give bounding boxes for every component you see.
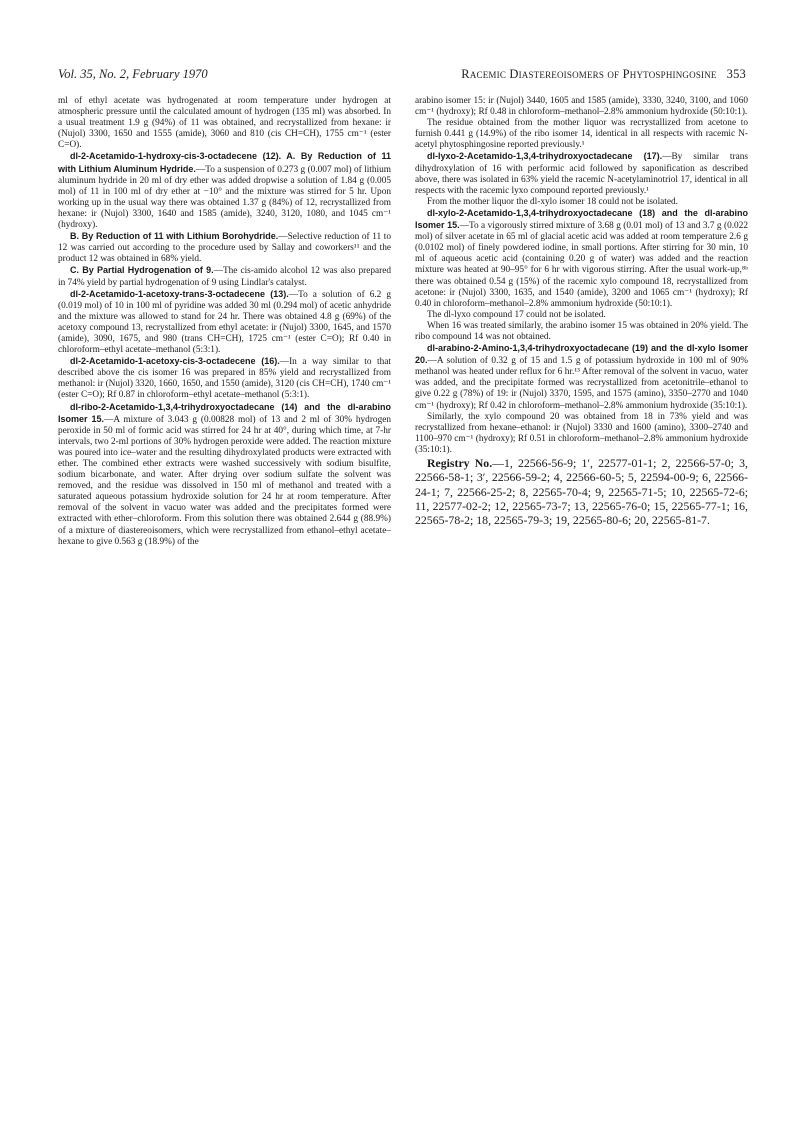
paragraph-text: —By similar trans dihydroxylation of 16 with performic acid followed by saponification as described above, there was isolated in 63% yield the racemic N-acetylaminotriol 17, identical in all respects with the racemic lyxo compound reported previously.¹: [415, 152, 748, 196]
paragraph: [58, 231, 391, 265]
page-number: 353: [726, 67, 746, 81]
paragraph-heading: dl-lyxo-2-Acetamido-1,3,4-trihydroxyoctadecane (17).: [427, 151, 663, 162]
left-column: [58, 96, 391, 548]
paragraph: [415, 343, 748, 412]
paragraph-heading: dl-arabino-2-Amino-1,3,4-trihydroxyoctadecane (19) and the dl-xylo Isomer 20.: [415, 343, 748, 366]
paragraph: [415, 118, 748, 151]
paragraph: [58, 289, 391, 357]
paragraph-text: The dl-lyxo compound 17 could not be isolated.: [427, 309, 606, 320]
paragraph-heading: dl-2-Acetamido-1-acetoxy-cis-3-octadecene (16).: [70, 356, 280, 367]
paragraph-text: Similarly, the xylo compound 20 was obtained from 18 in 73% yield and was recrystallized from hexane–ethanol: ir (Nujol) 3330 and 1600 (amino), 3300–2740 and 1100–970 cm⁻¹ (hydroxy); Rf 0.51 in chloroform–methanol–2.8% ammonium hydroxide (35:10:1).: [415, 411, 748, 455]
paragraph-text: arabino isomer 15: ir (Nujol) 3440, 1605 and 1585 (amide), 3330, 3240, 3100, and 1060 cm⁻¹ (hydroxy); Rf 0.48 in chloroform–methanol–2.8% ammonium hydroxide (50:10:1).: [415, 96, 748, 118]
paragraph-heading: dl-ribo-2-Acetamido-1,3,4-trihydroxyoctadecane (14) and the dl-arabino Isomer 15.: [58, 401, 391, 424]
paragraph: [415, 321, 748, 343]
paragraph: [58, 356, 391, 401]
paragraph-heading: dl-xylo-2-Acetamido-1,3,4-trihydroxyoctadecane (18) and the dl-arabino Isomer 15.: [415, 207, 748, 231]
paragraph-heading: dl-2-Acetamido-1-hydroxy-cis-3-octadecene (12). A. By Reduction of 11 with Lithium Aluminum Hydride.: [58, 151, 391, 174]
right-column: [415, 96, 748, 527]
paragraph: [58, 96, 391, 151]
running-head: [58, 67, 746, 85]
paragraph-text: ml of ethyl acetate was hydrogenated at room temperature under hydrogen at atmospheric pressure until the calculated amount of hydrogen (135 ml) was absorbed. In a usual treatment 1.9 g (94%) of 11 was obtained, and recrystallized from hexane: ir (Nujol) 3300, 1650 and 1555 (amide), 3060 and 810 (cis CH=CH), 1755 cm⁻¹ (ester C=O).: [58, 96, 391, 151]
paragraph-text: —A solution of 0.32 g of 15 and 1.5 g of potassium hydroxide in 100 ml of 90% methanol was heated under reflux for 6 hr.¹³ After removal of the solvent in vacuo, water was added, and the precipitate formed was recrystallized from acetonitrile–ethanol to give 0.22 g (78%) of 19: ir (Nujol) 3370, 1595, and 1575 (amino), 3350–2770 and 1040 cm⁻¹ (hydroxy); Rf 0.42 in chloroform–methanol–2.8% ammonium hydroxide (35:10:1).: [415, 356, 748, 411]
paragraph: [415, 197, 748, 208]
paragraph: [58, 402, 391, 548]
paragraph: [58, 151, 391, 231]
right-column-body: [415, 96, 748, 456]
paragraph-text: —To a suspension of 0.273 g (0.007 mol) of lithium aluminum hydride in 20 ml of dry ether was added dropwise a solution of 1.84 g (0.005 mol) of 11 in 100 ml of dry ether at −10° and the mixture was stirred for 5 hr. Upon working up in the usual way there was obtained 1.37 g (84%) of 12, recrystallized from hexane: ir (Nujol) 3300, 1640 and 1585 (amide), 3240, 3120, 1080, and 1045 cm⁻¹ (hydroxy).: [58, 164, 391, 231]
paragraph-text: —The cis-amido alcohol 12 was also prepared in 74% yield by partial hydrogenation of 9 using Lindlar's catalyst.: [58, 266, 392, 288]
paragraph-text: —To a solution of 6.2 g (0.019 mol) of 10 in 100 ml of pyridine was added 30 ml (0.294 mol) of acetic anhydride and the mixture was allowed to stand for 24 hr. There was obtained 4.8 g (69%) of the acetoxy compound 13, recrystallized from ethyl acetate: ir (Nujol) 3300, 1645, and 1570 (amide), 3090, 1675, and 980 (trans CH=CH), 1725 cm⁻¹ (ester C=O); Rf 0.40 in chloroform–ethyl acetate–methanol (5:3:1).: [58, 289, 392, 356]
paragraph-heading: dl-2-Acetamido-1-acetoxy-trans-3-octadecene (13).: [70, 288, 289, 299]
paragraph: [415, 310, 748, 321]
running-title-group: [461, 67, 746, 82]
paragraph: [415, 96, 748, 118]
registry-list: —1, 22566-56-9; 1′, 22577-01-1; 2, 22566-57-0; 3, 22566-58-1; 3′, 22566-59-2; 4, 22566-60-5; 5, 22594-00-9; 6, 22566-24-1; 7, 22566-25-2; 8, 22565-70-4; 9, 22565-71-5; 10, 22565-72-6; 11, 22577-02-2; 12, 22565-73-7; 13, 22565-76-0; 15, 22565-77-1; 16, 22565-78-2; 18, 22565-79-3; 19, 22565-80-6; 20, 22565-81-7.: [415, 456, 748, 528]
journal-issue: Vol. 35, No. 2, February 1970: [58, 67, 208, 81]
paragraph-text: —In a way similar to that described above the cis isomer 16 was prepared in 85% yield and recrystallized from methanol: ir (Nujol) 3320, 1660, 1650, and 1550 (amide), 3120 (cis CH=CH), 1740 cm⁻¹ (ester C=O); Rf 0.87 in chloroform–ethyl acetate–methanol (5:3:1).: [58, 357, 391, 401]
paragraph-heading: C. By Partial Hydrogenation of 9.: [70, 265, 214, 276]
paragraph-heading: B. By Reduction of 11 with Lithium Borohydride.: [70, 231, 279, 242]
paragraph-text: —Selective reduction of 11 to 12 was carried out according to the procedure used by Sallay and coworkers¹¹ and the product 12 was obtained in 68% yield.: [58, 232, 391, 265]
registry-numbers: [415, 456, 748, 527]
paragraph-text: —A mixture of 3.043 g (0.00828 mol) of 13 and 2 ml of 30% hydrogen peroxide in 50 ml of formic acid was stirred for 24 hr at 40°, during which time, at 7-hr intervals, two 2-ml portions of 30% hydrogen peroxide were added. The reaction mixture was poured into ice–water and the resulting dihydroxylated products were extracted with ether. The combined ether extracts were washed successively with sodium bisulfite, sodium bicarbonate, and water. After drying over sodium sulfate the solvent was removed, and the residue was dissolved in 150 ml of methanol and treated with a saturated aqueous potassium hydroxide solution for 24 hr at room temperature. After removal of the solvent in vacuo water was added and the precipitates formed were extracted with ether–chloroform. From this solution there was obtained 2.644 g (88.9%) of a mixture of diastereoisomers, which were recrystallized from ethanol–ethyl acetate–hexane to give 0.563 g (18.9%) of the: [58, 414, 391, 547]
paragraph: [415, 208, 748, 310]
paragraph-text: —To a vigorously stirred mixture of 3.68 g (0.01 mol) of 13 and 3.7 g (0.022 mol) of silver acetate in 65 ml of glacial acetic acid was added at room temperature 2.6 g (0.0102 mol) of finely powdered iodine, in small portions. After stirring for 30 min, 10 ml of aqueous acetic acid (containing 0.20 g of water) was added and the reaction mixture was heated at 90–95° for 6 hr with vigorous stirring. After the usual work-up,⁸ᵇ there was obtained 0.54 g (15%) of the racemic xylo compound 18, recrystallized from acetone: ir (Nujol) 3300, 1635, and 1540 (amide), 3200 and 1065 cm⁻¹ (hydroxy); Rf 0.40 in chloroform–methanol–2.8% ammonium hydroxide (50:10:1).: [415, 221, 748, 309]
paragraph: [415, 151, 748, 196]
paragraph-text: When 16 was treated similarly, the arabino isomer 15 was obtained in 20% yield. The ribo compound 14 was not obtained.: [415, 320, 748, 342]
running-title: Racemic Diastereoisomers of Phytosphingosine: [461, 67, 717, 81]
registry-label: Registry No.: [427, 456, 493, 470]
paragraph-text: From the mother liquor the dl-xylo isomer 18 could not be isolated.: [427, 196, 678, 207]
paragraph-text: The residue obtained from the mother liquor was recrystallized from acetone to furnish 0.441 g (14.9%) of the ribo isomer 14, identical in all respects with racemic N-acetyl phytosphingosine reported previously.¹: [415, 118, 748, 151]
paragraph: [58, 265, 391, 288]
paragraph: [415, 412, 748, 456]
